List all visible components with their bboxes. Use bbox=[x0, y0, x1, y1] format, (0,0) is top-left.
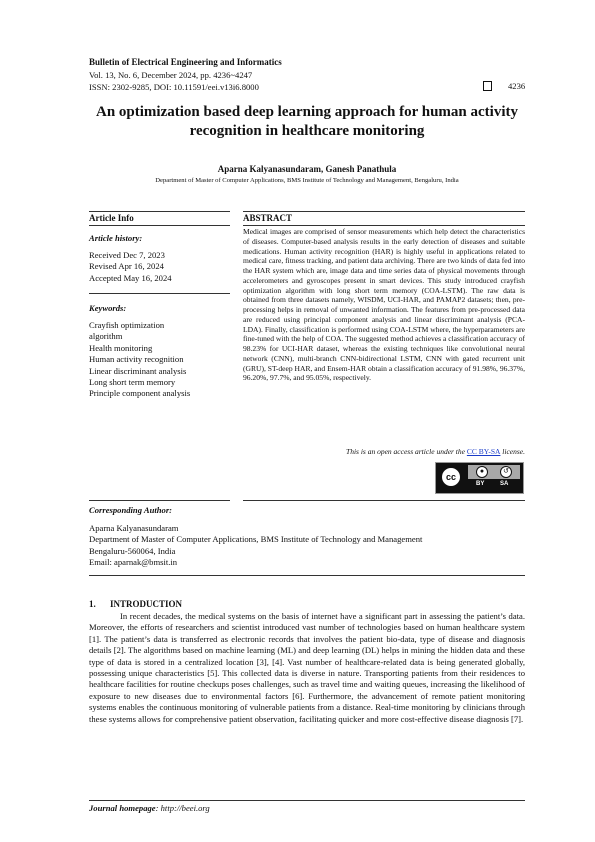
section-title: INTRODUCTION bbox=[110, 599, 183, 609]
cc-by-sa-badge-icon[interactable] bbox=[435, 462, 524, 494]
divider bbox=[89, 225, 230, 226]
journal-name: Bulletin of Electrical Engineering and Informatics bbox=[89, 57, 282, 67]
homepage-url[interactable]: : http://beei.org bbox=[155, 803, 210, 813]
issn-doi: ISSN: 2302-9285, DOI: 10.11591/eei.v13i6.8000 bbox=[89, 82, 259, 92]
divider bbox=[89, 500, 230, 501]
divider bbox=[89, 575, 525, 576]
share-alike-icon: ↺ bbox=[500, 466, 512, 478]
volume-info: Vol. 13, No. 6, December 2024, pp. 4236~4247 bbox=[89, 70, 253, 80]
divider bbox=[243, 225, 525, 226]
sa-label: SA bbox=[500, 481, 509, 487]
history-item: Accepted May 16, 2024 bbox=[89, 272, 172, 283]
homepage-label: Journal homepage bbox=[89, 803, 156, 813]
corresponding-details bbox=[89, 523, 422, 569]
keywords-heading: Keywords: bbox=[89, 303, 127, 313]
divider bbox=[243, 500, 525, 501]
divider bbox=[89, 211, 230, 212]
paper-title: An optimization based deep learning approach for human activity recognition in healthcare monitoring bbox=[96, 104, 518, 139]
keywords-list bbox=[89, 320, 190, 400]
author-department: Department of Master of Computer Applications, BMS Institute of Technology and Management bbox=[89, 534, 423, 545]
author-address: Bengaluru-560064, India bbox=[89, 545, 176, 556]
keyword: Human activity recognition bbox=[89, 354, 184, 365]
open-access-note bbox=[243, 447, 525, 456]
authors: Aparna Kalyanasundaram, Ganesh Panathula bbox=[217, 164, 397, 174]
divider bbox=[89, 293, 230, 294]
keyword: algorithm bbox=[89, 331, 123, 342]
by-label: BY bbox=[476, 481, 485, 487]
keyword: Health monitoring bbox=[89, 342, 153, 353]
footer-divider bbox=[89, 800, 525, 801]
keyword: Principle component analysis bbox=[89, 388, 191, 399]
corresponding-heading: Corresponding Author: bbox=[89, 505, 173, 515]
badge-strip bbox=[468, 465, 520, 479]
article-info-heading: Article Info bbox=[89, 213, 134, 223]
introduction-text: In recent decades, the medical systems on the basis of internet have a significant part in assessing the patient’s data. Moreover, the efforts of researchers and scientist introduced vast number of technologies based on human healthcare system [1]. The patient’s data is transferred as electronic records that involves the patient bio-data, type of disease and diagnosis details [2]. The algorithms based on machine learning (ML) and deep learning (DL) helps in mining the hidden data and these type of data is stored in a centralized location [3], [4]. Vast number of healthcare-related data is being generated globally, possessing unique characteristics [5]. This collected data is diverse in nature. Transporting patients from their residences to healthcare facilities for routine checkups poses challenges, such as travel time and waiting queues, increasing the likelihood of exposure to new diseases due to environmental factors [6]. Furthermore, the advancement of remote patient monitoring systems enables the continuous monitoring of vulnerable patients from a distance. Real-time monitoring by clinicians through these systems allows for comprehensive patient observation, facilitating quicker and more cost-effective disease diagnosis [7]. bbox=[89, 611, 525, 724]
history-heading: Article history: bbox=[89, 233, 143, 243]
section-number: 1. bbox=[89, 599, 96, 609]
section-heading bbox=[89, 599, 182, 609]
open-access-suffix: license. bbox=[500, 447, 525, 456]
page-number: 4236 bbox=[508, 81, 526, 91]
journal-homepage bbox=[89, 803, 210, 813]
cc-icon: cc bbox=[440, 466, 462, 488]
author-email: Email: aparnak@bmsit.in bbox=[89, 557, 178, 568]
page-box-icon bbox=[483, 81, 492, 91]
history-item: Revised Apr 16, 2024 bbox=[89, 261, 164, 272]
keyword: Long short term memory bbox=[89, 377, 176, 388]
person-icon: ● bbox=[476, 466, 488, 478]
keyword: Linear discriminant analysis bbox=[89, 365, 187, 376]
author-name: Aparna Kalyanasundaram bbox=[89, 523, 179, 533]
history-list bbox=[89, 250, 172, 284]
license-link[interactable]: CC BY-SA bbox=[466, 447, 501, 456]
keyword: Crayfish optimization bbox=[89, 320, 165, 330]
affiliation: Department of Master of Computer Applications, BMS Institute of Technology and Management, Bengaluru, India bbox=[155, 177, 459, 184]
history-item: Received Dec 7, 2023 bbox=[89, 250, 165, 260]
open-access-prefix: This is an open access article under the bbox=[346, 447, 467, 456]
abstract-heading: ABSTRACT bbox=[243, 213, 293, 223]
abstract-text: Medical images are comprised of sensor measurements which help detect the characteristics of diseases. Computer-based analysis results in the early detection of diseases and suitable medications. Human activity recognition (HAR) is highly useful in applications related to medical care, fitness tracking, and patient data archiving. There are two kinds of data fed into the HAR system which are, image data and time series data of physical movements through accelerometers and gyroscopes present in smart devices. This study introduced crayfish optimization algorithm with long short term memory (COA-LSTM). The raw data is obtained from three datasets namely, WISDM, UCI-HAR, and PAMAP2 datasets; then, pre-processing helps in removal of unwanted information. The features from pre-processed data are reduced using principal component analysis and linear discriminant analysis (PCA-LDA). Finally, classification is performed using COA-LSTM where, the hyperparameters are fine-tuned with the help of COA. The suggested method achieves a classification accuracy of 98.23% for UCI-HAR dataset, whereas the existing techniques like convolutional neural network (CNN), multi-branch CNN-bidirectional LSTM, CNN with gated recurrent unit (GRU), ST-deep HAR, and Ensem-HAR obtain a classification accuracy of 91.98%, 96.37%, 96.20%, 97.7%, and 95.05%, respectively. bbox=[243, 227, 525, 383]
divider bbox=[243, 211, 525, 212]
